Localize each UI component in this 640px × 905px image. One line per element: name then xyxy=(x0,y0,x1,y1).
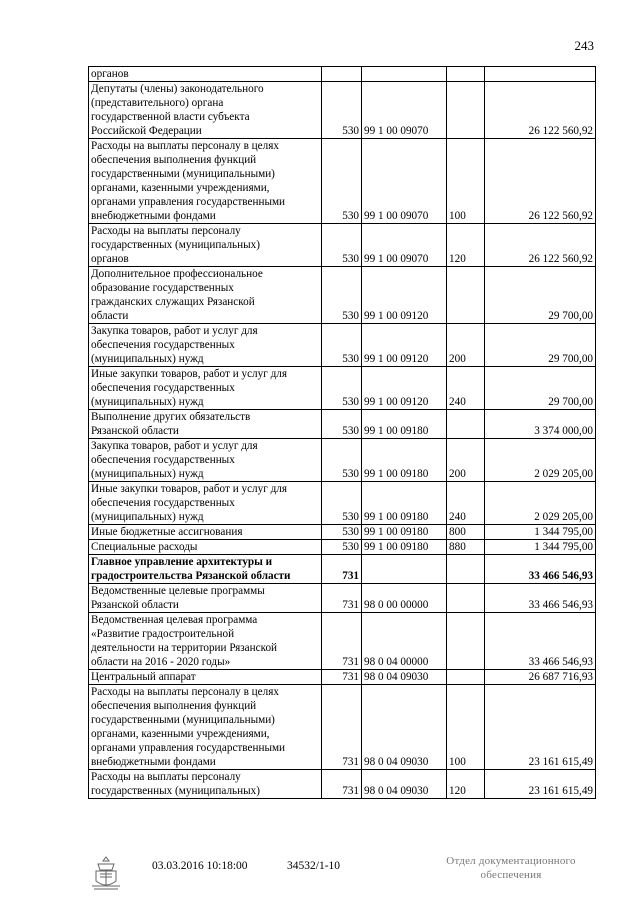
table-row xyxy=(89,540,596,555)
row-name: Специальные расходы xyxy=(91,541,198,553)
row-name: Дополнительное профессиональное образование государственных гражданских служащих Рязанской области xyxy=(91,268,263,322)
row-code-cell xyxy=(322,670,362,685)
row-expense-type-cell xyxy=(447,770,485,799)
row-name-cell xyxy=(89,67,322,82)
row-code-cell xyxy=(322,540,362,555)
row-target-article: 99 1 00 09180 xyxy=(364,511,429,523)
row-amount: 29 700,00 xyxy=(548,396,593,408)
row-code-cell xyxy=(322,410,362,439)
row-code-cell xyxy=(322,267,362,324)
row-expense-type-cell xyxy=(447,525,485,540)
row-expense-type: 880 xyxy=(449,541,466,553)
row-target-article: 99 1 00 09070 xyxy=(364,125,429,137)
row-name: Расходы на выплаты персоналу в целях обеспечения выполнения функций государственными (муниципальными) органами, казенными учреждениями, органами управления государственными внебюджетными фондами xyxy=(91,140,286,222)
row-name-cell xyxy=(89,482,322,525)
row-code: 530 xyxy=(342,396,359,408)
row-code-cell xyxy=(322,613,362,670)
row-amount-cell xyxy=(485,67,596,82)
row-code: 731 xyxy=(342,785,359,797)
row-amount: 26 122 560,92 xyxy=(528,253,593,265)
row-name: Иные бюджетные ассигнования xyxy=(91,526,243,538)
row-expense-type-cell xyxy=(447,439,485,482)
table-row xyxy=(89,410,596,439)
row-code-cell xyxy=(322,555,362,584)
row-target-article: 99 1 00 09120 xyxy=(364,310,429,322)
row-target-article-cell xyxy=(362,670,447,685)
row-amount: 26 122 560,92 xyxy=(528,125,593,137)
row-amount-cell xyxy=(485,82,596,139)
row-name: Ведомственные целевые программы Рязанской области xyxy=(91,585,265,611)
table-row xyxy=(89,770,596,799)
row-name-cell xyxy=(89,540,322,555)
row-amount-cell xyxy=(485,267,596,324)
row-amount-cell xyxy=(485,224,596,267)
row-code: 731 xyxy=(342,599,359,611)
row-expense-type: 200 xyxy=(449,468,466,480)
row-code: 530 xyxy=(342,468,359,480)
row-expense-type-cell xyxy=(447,482,485,525)
row-target-article-cell xyxy=(362,613,447,670)
row-amount: 33 466 546,93 xyxy=(528,656,593,668)
row-expense-type-cell xyxy=(447,139,485,224)
table-row xyxy=(89,324,596,367)
row-target-article-cell xyxy=(362,555,447,584)
row-expense-type-cell xyxy=(447,324,485,367)
row-code: 530 xyxy=(342,253,359,265)
row-target-article-cell xyxy=(362,770,447,799)
row-expense-type: 240 xyxy=(449,396,466,408)
row-amount: 33 466 546,93 xyxy=(528,570,593,582)
row-amount: 23 161 615,49 xyxy=(528,785,593,797)
row-name-cell xyxy=(89,139,322,224)
table-row xyxy=(89,367,596,410)
row-code: 530 xyxy=(342,210,359,222)
row-amount-cell xyxy=(485,410,596,439)
row-amount-cell xyxy=(485,482,596,525)
row-code: 530 xyxy=(342,526,359,538)
row-expense-type: 120 xyxy=(449,253,466,265)
row-amount-cell xyxy=(485,525,596,540)
row-name-cell xyxy=(89,613,322,670)
row-name: Расходы на выплаты персоналу государственных (муниципальных) органов xyxy=(91,225,260,265)
row-amount: 26 122 560,92 xyxy=(528,210,593,222)
row-expense-type: 200 xyxy=(449,353,466,365)
row-code-cell xyxy=(322,224,362,267)
row-expense-type: 120 xyxy=(449,785,466,797)
row-name-cell xyxy=(89,770,322,799)
row-code-cell xyxy=(322,482,362,525)
row-name-cell xyxy=(89,410,322,439)
row-target-article: 99 1 00 09070 xyxy=(364,253,429,265)
row-name-cell xyxy=(89,584,322,613)
row-expense-type-cell xyxy=(447,555,485,584)
table-row xyxy=(89,82,596,139)
table-row xyxy=(89,439,596,482)
row-expense-type: 240 xyxy=(449,511,466,523)
row-name: Расходы на выплаты персоналу в целях обеспечения выполнения функций государственными (муниципальными) органами, казенными учреждениями, органами управления государственными внебюджетными фондами xyxy=(91,686,286,768)
row-expense-type: 100 xyxy=(449,756,466,768)
row-expense-type-cell xyxy=(447,67,485,82)
table-row xyxy=(89,613,596,670)
row-amount-cell xyxy=(485,584,596,613)
row-target-article-cell xyxy=(362,410,447,439)
row-amount-cell xyxy=(485,439,596,482)
table-row xyxy=(89,482,596,525)
row-expense-type-cell xyxy=(447,540,485,555)
row-code-cell xyxy=(322,685,362,770)
table-row xyxy=(89,267,596,324)
budget-table-body xyxy=(89,67,596,799)
page-number: 243 xyxy=(574,38,594,53)
row-amount: 3 374 000,00 xyxy=(534,425,593,437)
row-expense-type-cell xyxy=(447,584,485,613)
row-amount-cell xyxy=(485,670,596,685)
row-target-article: 98 0 04 09030 xyxy=(364,756,429,768)
row-target-article-cell xyxy=(362,67,447,82)
table-row xyxy=(89,555,596,584)
row-code: 731 xyxy=(342,756,359,768)
row-code: 530 xyxy=(342,125,359,137)
table-row xyxy=(89,584,596,613)
row-amount-cell xyxy=(485,324,596,367)
row-target-article-cell xyxy=(362,685,447,770)
row-expense-type-cell xyxy=(447,613,485,670)
row-expense-type: 100 xyxy=(449,210,466,222)
row-target-article: 99 1 00 09180 xyxy=(364,468,429,480)
footer-date: 03.03.2016 10:18:00 xyxy=(152,860,248,872)
row-code-cell xyxy=(322,82,362,139)
row-name: Ведомственная целевая программа «Развитие градостроительной деятельности на территории Рязанской области на 2016 - 2020 годы» xyxy=(91,614,278,668)
row-expense-type-cell xyxy=(447,410,485,439)
row-target-article-cell xyxy=(362,439,447,482)
row-target-article-cell xyxy=(362,324,447,367)
row-name-cell xyxy=(89,267,322,324)
row-amount-cell xyxy=(485,540,596,555)
row-code: 530 xyxy=(342,541,359,553)
row-name-cell xyxy=(89,367,322,410)
row-expense-type-cell xyxy=(447,224,485,267)
row-target-article: 98 0 04 09030 xyxy=(364,671,429,683)
row-target-article: 98 0 04 00000 xyxy=(364,656,429,668)
row-code: 731 xyxy=(342,570,359,582)
row-target-article-cell xyxy=(362,224,447,267)
row-target-article-cell xyxy=(362,367,447,410)
row-amount-cell xyxy=(485,613,596,670)
coat-of-arms-icon xyxy=(86,854,126,894)
row-code-cell xyxy=(322,367,362,410)
row-name-cell xyxy=(89,685,322,770)
row-target-article-cell xyxy=(362,525,447,540)
row-name: Иные закупки товаров, работ и услуг для обеспечения государственных (муниципальных) нужд xyxy=(91,368,288,408)
budget-table xyxy=(88,66,596,799)
row-name: Выполнение других обязательств Рязанской области xyxy=(91,411,251,437)
table-row xyxy=(89,685,596,770)
row-target-article-cell xyxy=(362,482,447,525)
row-name: органов xyxy=(91,68,129,80)
row-expense-type-cell xyxy=(447,367,485,410)
row-amount: 29 700,00 xyxy=(548,353,593,365)
row-amount: 26 687 716,93 xyxy=(528,671,593,683)
row-amount: 1 344 795,00 xyxy=(534,526,593,538)
table-row xyxy=(89,67,596,82)
row-name-cell xyxy=(89,555,322,584)
row-name: Расходы на выплаты персоналу государственных (муниципальных) xyxy=(91,771,260,797)
row-code-cell xyxy=(322,67,362,82)
row-name-cell xyxy=(89,670,322,685)
row-target-article-cell xyxy=(362,540,447,555)
table-row xyxy=(89,670,596,685)
row-amount-cell xyxy=(485,555,596,584)
footer-doc-number: 34532/1-10 xyxy=(287,860,341,872)
row-code: 731 xyxy=(342,656,359,668)
row-target-article: 99 1 00 09180 xyxy=(364,526,429,538)
row-code-cell xyxy=(322,139,362,224)
row-target-article: 99 1 00 09180 xyxy=(364,541,429,553)
row-target-article-cell xyxy=(362,139,447,224)
row-expense-type-cell xyxy=(447,82,485,139)
row-code: 530 xyxy=(342,310,359,322)
row-expense-type-cell xyxy=(447,670,485,685)
row-expense-type-cell xyxy=(447,685,485,770)
row-code-cell xyxy=(322,439,362,482)
row-target-article-cell xyxy=(362,267,447,324)
row-target-article: 98 0 04 09030 xyxy=(364,785,429,797)
row-target-article: 98 0 00 00000 xyxy=(364,599,429,611)
table-row xyxy=(89,525,596,540)
row-amount-cell xyxy=(485,685,596,770)
row-target-article-cell xyxy=(362,584,447,613)
footer-department-stamp: Отдел документационного обеспечения xyxy=(446,855,576,881)
row-expense-type-cell xyxy=(447,267,485,324)
row-amount: 2 029 205,00 xyxy=(534,511,593,523)
row-code: 530 xyxy=(342,425,359,437)
footer xyxy=(0,856,640,896)
table-row xyxy=(89,224,596,267)
row-amount-cell xyxy=(485,367,596,410)
row-amount-cell xyxy=(485,770,596,799)
row-name: Депутаты (члены) законодательного (представительного) органа государственной власти субъекта Российской Федерации xyxy=(91,83,264,137)
row-name-cell xyxy=(89,439,322,482)
row-amount-cell xyxy=(485,139,596,224)
table-row xyxy=(89,139,596,224)
row-name-cell xyxy=(89,224,322,267)
row-expense-type: 800 xyxy=(449,526,466,538)
row-target-article-cell xyxy=(362,82,447,139)
row-code-cell xyxy=(322,324,362,367)
row-target-article: 99 1 00 09070 xyxy=(364,210,429,222)
row-code: 731 xyxy=(342,671,359,683)
row-name: Закупка товаров, работ и услуг для обеспечения государственных (муниципальных) нужд xyxy=(91,440,258,480)
row-amount: 33 466 546,93 xyxy=(528,599,593,611)
row-target-article: 99 1 00 09180 xyxy=(364,425,429,437)
row-name-cell xyxy=(89,324,322,367)
row-code-cell xyxy=(322,770,362,799)
row-amount: 1 344 795,00 xyxy=(534,541,593,553)
row-code: 530 xyxy=(342,511,359,523)
row-name-cell xyxy=(89,525,322,540)
row-code-cell xyxy=(322,525,362,540)
row-target-article: 99 1 00 09120 xyxy=(364,396,429,408)
row-name-cell xyxy=(89,82,322,139)
row-amount: 29 700,00 xyxy=(548,310,593,322)
row-name: Закупка товаров, работ и услуг для обеспечения государственных (муниципальных) нужд xyxy=(91,325,258,365)
row-name: Иные закупки товаров, работ и услуг для обеспечения государственных (муниципальных) нужд xyxy=(91,483,288,523)
row-name: Главное управление архитектуры и градостроительства Рязанской области xyxy=(91,556,291,582)
row-code: 530 xyxy=(342,353,359,365)
row-code-cell xyxy=(322,584,362,613)
row-name: Центральный аппарат xyxy=(91,671,196,683)
row-amount: 23 161 615,49 xyxy=(528,756,593,768)
row-target-article: 99 1 00 09120 xyxy=(364,353,429,365)
row-amount: 2 029 205,00 xyxy=(534,468,593,480)
